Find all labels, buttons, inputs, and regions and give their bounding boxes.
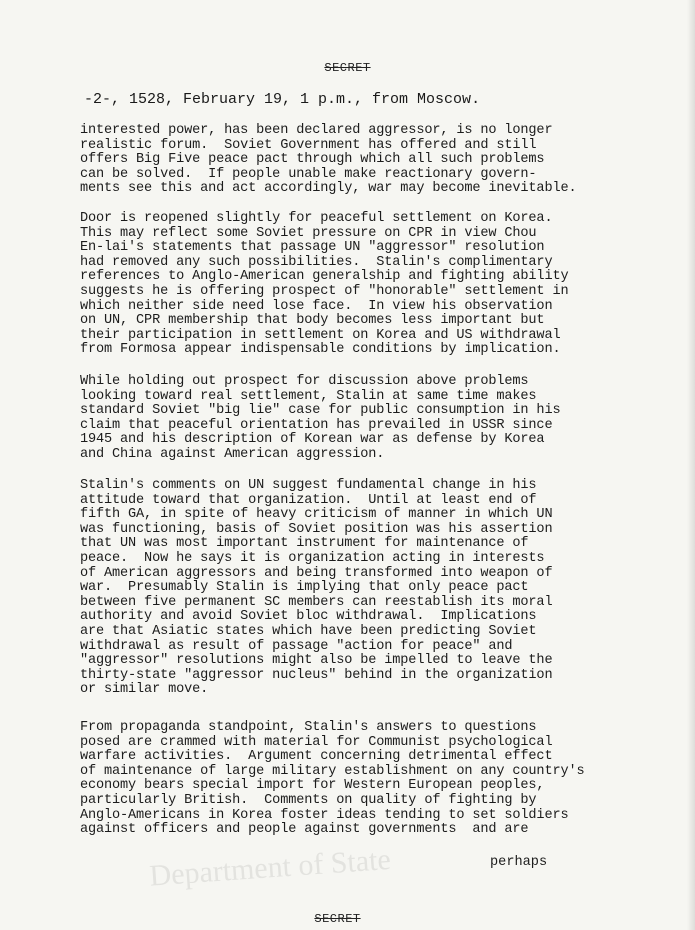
classification-text-top: SECRET (324, 61, 371, 75)
continuation-word: perhaps (490, 855, 548, 870)
paragraph-2: Door is reopened slightly for peaceful settlement on Korea. This may reflect some Soviet pressure on CPR in view Chou En-lai's statements that passage UN "aggressor" resolution had removed any such possibilities. Stalin's complimentary references to Anglo-American generalship and fighting ability suggests he is offering prospect of "honorable" settlement in which neither side need lose face. In view his observation on UN, CPR membership that body becomes less important but their participation in settlement on Korea and US withdrawal from Formosa appear indispensable conditions by implication. (80, 211, 569, 358)
department-of-state-stamp: Department of State (148, 842, 392, 893)
paragraph-1: interested power, has been declared aggressor, is no longer realistic forum. Soviet Government has offered and still offers Big Five peace pact through which all such problems can be solved. If people unable make reactionary govern- ments see this and act accordingly, war may become inevitable. (80, 123, 577, 197)
paragraph-3: While holding out prospect for discussion above problems looking toward real settlement, Stalin at same time makes standard Soviet "big lie" case for public consumption in his claim that peaceful orientation has prevailed in USSR since 1945 and his description of Korean war as defense by Korea and China against American aggression. (80, 374, 561, 462)
paragraph-5: From propaganda standpoint, Stalin's answers to questions posed are crammed with material for Communist psychological warfare activities. Argument concerning detrimental effect of maintenance of large military establishment on any country's economy bears special import for Western European peoples, particularly British. Comments on quality of fighting by Anglo-Americans in Korea foster ideas tending to set soldiers against officers and people against governments and are (80, 720, 585, 838)
classification-text-bottom: SECRET (314, 912, 361, 926)
classification-marking-top (0, 61, 695, 75)
classification-marking-bottom (0, 912, 685, 926)
paragraph-4: Stalin's comments on UN suggest fundamental change in his attitude toward that organization. Until at least end of fifth GA, in spite of heavy criticism of manner in which UN was functioning, basis of Soviet position was his assertion that UN was most important instrument for maintenance of peace. Now he says it is organization acting in interests of American aggressors and being transformed into weapon of war. Presumably Stalin is implying that only peace pact between five permanent SC members can reestablish its moral authority and avoid Soviet bloc withdrawal. Implications are that Asiatic states which have been predicting Soviet withdrawal as result of passage "action for peace" and "aggressor" resolutions might also be impelled to leave the thirty-state "aggressor nucleus" behind in the organization or similar move. (80, 478, 553, 698)
page-edge-shadow (687, 0, 695, 930)
telegram-header: -2-, 1528, February 19, 1 p.m., from Moscow. (84, 91, 481, 108)
